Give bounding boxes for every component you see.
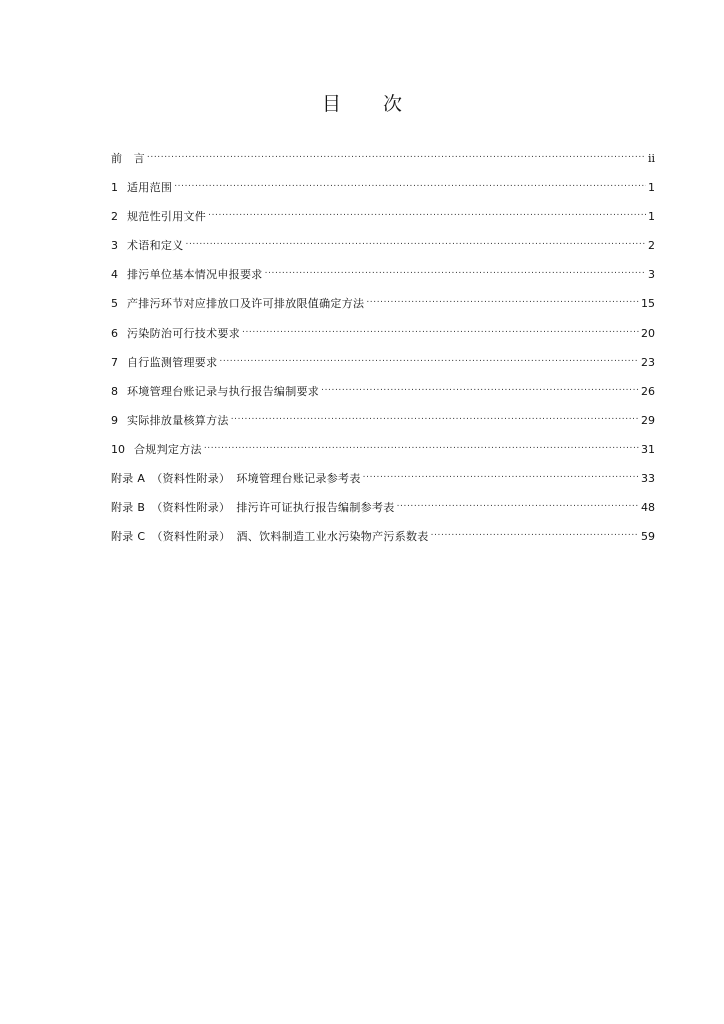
toc-entry-label: 前 言 (111, 152, 145, 165)
toc-leader-dots (219, 352, 639, 366)
toc-entry-foreword[interactable] (111, 148, 655, 165)
toc-entry-page: 29 (641, 413, 655, 427)
toc-entry-9[interactable] (111, 410, 655, 427)
toc-entry-4[interactable] (111, 264, 655, 282)
toc-leader-dots (363, 468, 639, 482)
toc-entry-page: 23 (641, 355, 655, 369)
toc-entry-page: 1 (648, 181, 655, 195)
toc-leader-dots (147, 148, 646, 162)
appendix-prefix: 附录 B (111, 501, 146, 515)
toc-entry-number: 2 (111, 210, 118, 224)
toc-entry-page: 1 (648, 210, 655, 224)
toc-leader-dots (186, 235, 647, 249)
toc-entry-10[interactable] (111, 439, 655, 456)
toc-entry-appendix-c[interactable] (111, 526, 655, 544)
toc-entry-label: 实际排放量核算方法 (127, 413, 229, 427)
appendix-kind: （资料性附录） (151, 472, 231, 486)
toc-entry-5[interactable] (111, 293, 655, 311)
toc-entry-number: 7 (111, 355, 118, 369)
appendix-prefix: 附录 C (111, 530, 146, 544)
toc-entry-number: 1 (111, 181, 118, 195)
toc-leader-dots (204, 439, 639, 453)
toc-entry-label: 环境管理台账记录参考表 (236, 472, 361, 486)
toc-entry-label: 环境管理台账记录与执行报告编制要求 (127, 384, 320, 398)
table-of-contents (111, 148, 655, 555)
toc-entry-number: 4 (111, 268, 118, 282)
toc-entry-page: 59 (641, 530, 655, 544)
toc-entry-page: 33 (641, 472, 655, 486)
toc-entry-label: 酒、饮料制造工业水污染物产污系数表 (236, 530, 429, 544)
toc-entry-page: 2 (648, 239, 655, 253)
toc-entry-1[interactable] (111, 177, 655, 195)
toc-entry-page: ii (647, 152, 655, 165)
appendix-kind: （资料性附录） (151, 501, 231, 515)
toc-entry-number: 8 (111, 384, 118, 398)
appendix-prefix: 附录 A (111, 472, 146, 486)
toc-leader-dots (397, 497, 639, 511)
toc-leader-dots (174, 177, 646, 191)
toc-leader-dots (366, 293, 639, 307)
toc-entry-page: 15 (641, 297, 655, 311)
toc-entry-label: 产排污环节对应排放口及许可排放限值确定方法 (127, 297, 365, 311)
toc-leader-dots (231, 410, 639, 424)
toc-entry-label: 排污许可证执行报告编制参考表 (236, 501, 395, 515)
toc-entry-label: 自行监测管理要求 (127, 355, 218, 369)
toc-entry-page: 20 (641, 326, 655, 340)
toc-entry-number: 10 (111, 442, 125, 456)
toc-entry-number: 9 (111, 413, 118, 427)
toc-leader-dots (265, 264, 646, 278)
toc-entry-appendix-a[interactable] (111, 468, 655, 486)
toc-entry-page: 48 (641, 501, 655, 515)
toc-leader-dots (431, 526, 639, 540)
toc-entry-label: 污染防治可行技术要求 (127, 326, 240, 340)
toc-entry-page: 26 (641, 384, 655, 398)
toc-entry-label: 适用范围 (127, 181, 173, 195)
toc-entry-2[interactable] (111, 206, 655, 224)
toc-entry-appendix-b[interactable] (111, 497, 655, 515)
toc-entry-7[interactable] (111, 352, 655, 369)
toc-leader-dots (242, 323, 639, 337)
toc-entry-label: 合规判定方法 (134, 442, 202, 456)
toc-entry-8[interactable] (111, 381, 655, 398)
toc-leader-dots (321, 381, 639, 395)
toc-entry-label: 术语和定义 (127, 239, 184, 253)
toc-entry-page: 31 (641, 442, 655, 456)
toc-entry-3[interactable] (111, 235, 655, 253)
toc-entry-6[interactable] (111, 323, 655, 340)
toc-entry-label: 排污单位基本情况申报要求 (127, 268, 263, 282)
toc-entry-number: 3 (111, 239, 118, 253)
toc-entry-number: 5 (111, 297, 118, 311)
toc-entry-number: 6 (111, 326, 118, 340)
page-title: 目 次 (321, 93, 421, 115)
toc-entry-label: 规范性引用文件 (127, 210, 207, 224)
appendix-kind: （资料性附录） (151, 530, 231, 544)
toc-entry-page: 3 (648, 268, 655, 282)
toc-leader-dots (208, 206, 646, 220)
